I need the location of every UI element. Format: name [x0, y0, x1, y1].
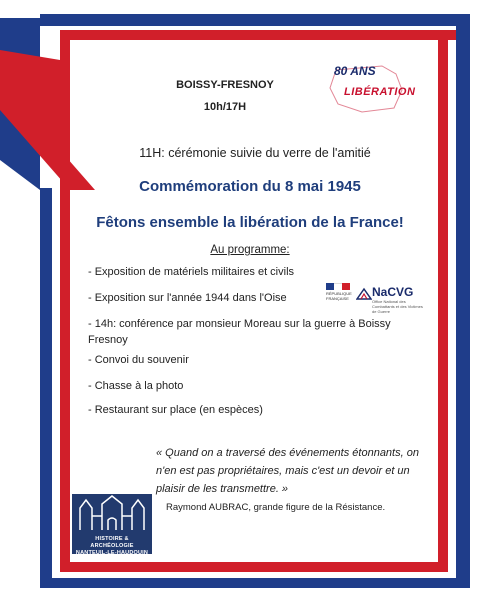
title-commemoration: Commémoration du 8 mai 1945 — [139, 178, 361, 195]
nacvg-emblem-icon — [356, 287, 372, 301]
flag-white-bar — [334, 283, 342, 290]
logo-word: LIBÉRATION — [344, 86, 416, 98]
association-logo — [72, 494, 152, 554]
liberation-80-logo — [322, 64, 416, 114]
quote-author: Raymond AUBRAC, grande figure de la Résistance. — [166, 502, 386, 513]
title-celebrate: Fêtons ensemble la libération de la France! — [96, 214, 404, 231]
event-location-time — [155, 74, 295, 118]
flag-blue-bar — [326, 283, 334, 290]
ceremony-line: 11H: cérémonie suivie du verre de l'amitié — [139, 146, 371, 160]
republique-text: RÉPUBLIQUE FRANÇAISE — [326, 291, 352, 301]
programme-item: - Exposition sur l'année 1944 dans l'Oise — [88, 292, 287, 304]
nacvg-subtitle: Office National des Combattants et des Victimes de Guerre — [372, 299, 423, 314]
quote-text: « Quand on a traversé des événements étonnants, on n'en est pas propriétaires, mais c'est un devoir et un plaisir de les transmettre. » — [156, 447, 419, 495]
association-name: HISTOIRE & ARCHÉOLOGIE NANTEUIL-LE-HAUDOUIN — [75, 536, 149, 556]
programme-item: - 14h: conférence par monsieur Moreau sur la guerre à Boissy Fresnoy — [88, 318, 391, 346]
programme-item: - Chasse à la photo — [88, 380, 184, 392]
programme-label: Au programme: — [210, 244, 290, 256]
logo-number: 80 ANS — [334, 64, 376, 78]
programme-item: - Exposition de matériels militaires et civils — [88, 266, 295, 278]
programme-item: - Convoi du souvenir — [88, 354, 189, 366]
castle-icon — [72, 494, 152, 536]
event-hours: 10h/17H — [203, 101, 247, 113]
programme-item: - Restaurant sur place (en espèces) — [88, 404, 263, 416]
nacvg-logo — [356, 285, 424, 314]
town-name: BOISSY-FRESNOY — [176, 79, 274, 91]
republique-francaise-logo — [326, 283, 350, 311]
flag-red-bar — [342, 283, 350, 290]
nacvg-name: NaCVG — [372, 285, 414, 299]
